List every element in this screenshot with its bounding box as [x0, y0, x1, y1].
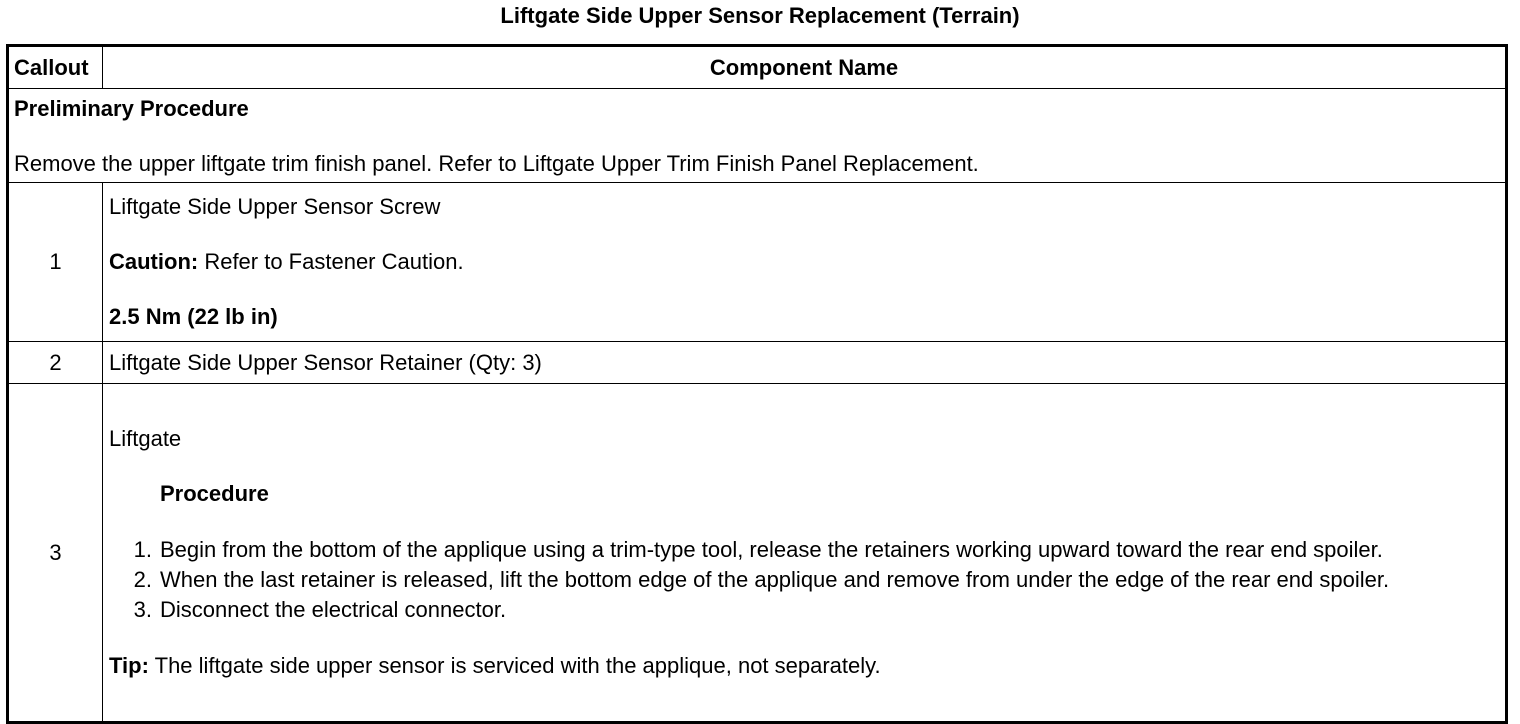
table-header-row — [8, 46, 1507, 89]
step-text: Begin from the bottom of the applique using a trim-type tool, release the retainers working upward toward the rear end spoiler. — [160, 537, 1383, 562]
procedure-subheading: Procedure — [160, 481, 269, 506]
callout-number: 1 — [8, 183, 103, 342]
caution-text: Refer to Fastener Caution. — [198, 249, 464, 274]
callout-number: 3 — [8, 384, 103, 723]
component-cell — [103, 342, 1507, 384]
component-name: Liftgate Side Upper Sensor Retainer (Qty: 3) — [109, 349, 542, 375]
tip-line — [109, 652, 1499, 680]
step-number: 1. — [133, 537, 152, 562]
tip-label: Tip: — [109, 653, 149, 678]
procedure-table — [6, 44, 1508, 724]
component-cell — [103, 183, 1507, 342]
step-number: 2. — [133, 567, 152, 592]
caution-line — [109, 248, 1499, 276]
torque-spec: 2.5 Nm (22 lb in) — [109, 304, 278, 329]
list-item — [133, 565, 1499, 595]
preliminary-cell — [8, 89, 1507, 183]
table-row — [8, 384, 1507, 723]
component-name-header: Component Name — [103, 46, 1507, 89]
component-name: Liftgate Side Upper Sensor Screw — [109, 194, 441, 219]
preliminary-row — [8, 89, 1507, 183]
procedure-steps — [109, 535, 1499, 625]
preliminary-text: Remove the upper liftgate trim finish panel. Refer to Liftgate Upper Trim Finish Panel Replacement. — [14, 151, 979, 176]
step-number: 3. — [133, 597, 152, 622]
callout-header: Callout — [8, 46, 103, 89]
tip-text: The liftgate side upper sensor is serviced with the applique, not separately. — [148, 653, 881, 678]
table-row — [8, 183, 1507, 342]
callout-number: 2 — [8, 342, 103, 384]
step-text: When the last retainer is released, lift the bottom edge of the applique and remove from under the edge of the rear end spoiler. — [160, 567, 1390, 592]
step-text: Disconnect the electrical connector. — [160, 597, 507, 622]
preliminary-heading: Preliminary Procedure — [14, 96, 249, 121]
component-name: Liftgate — [109, 426, 182, 451]
table-row — [8, 342, 1507, 384]
component-cell — [103, 384, 1507, 723]
list-item — [133, 535, 1499, 565]
list-item — [133, 595, 1499, 625]
document-title: Liftgate Side Upper Sensor Replacement (Terrain) — [500, 3, 1020, 28]
caution-label: Caution: — [109, 249, 199, 274]
